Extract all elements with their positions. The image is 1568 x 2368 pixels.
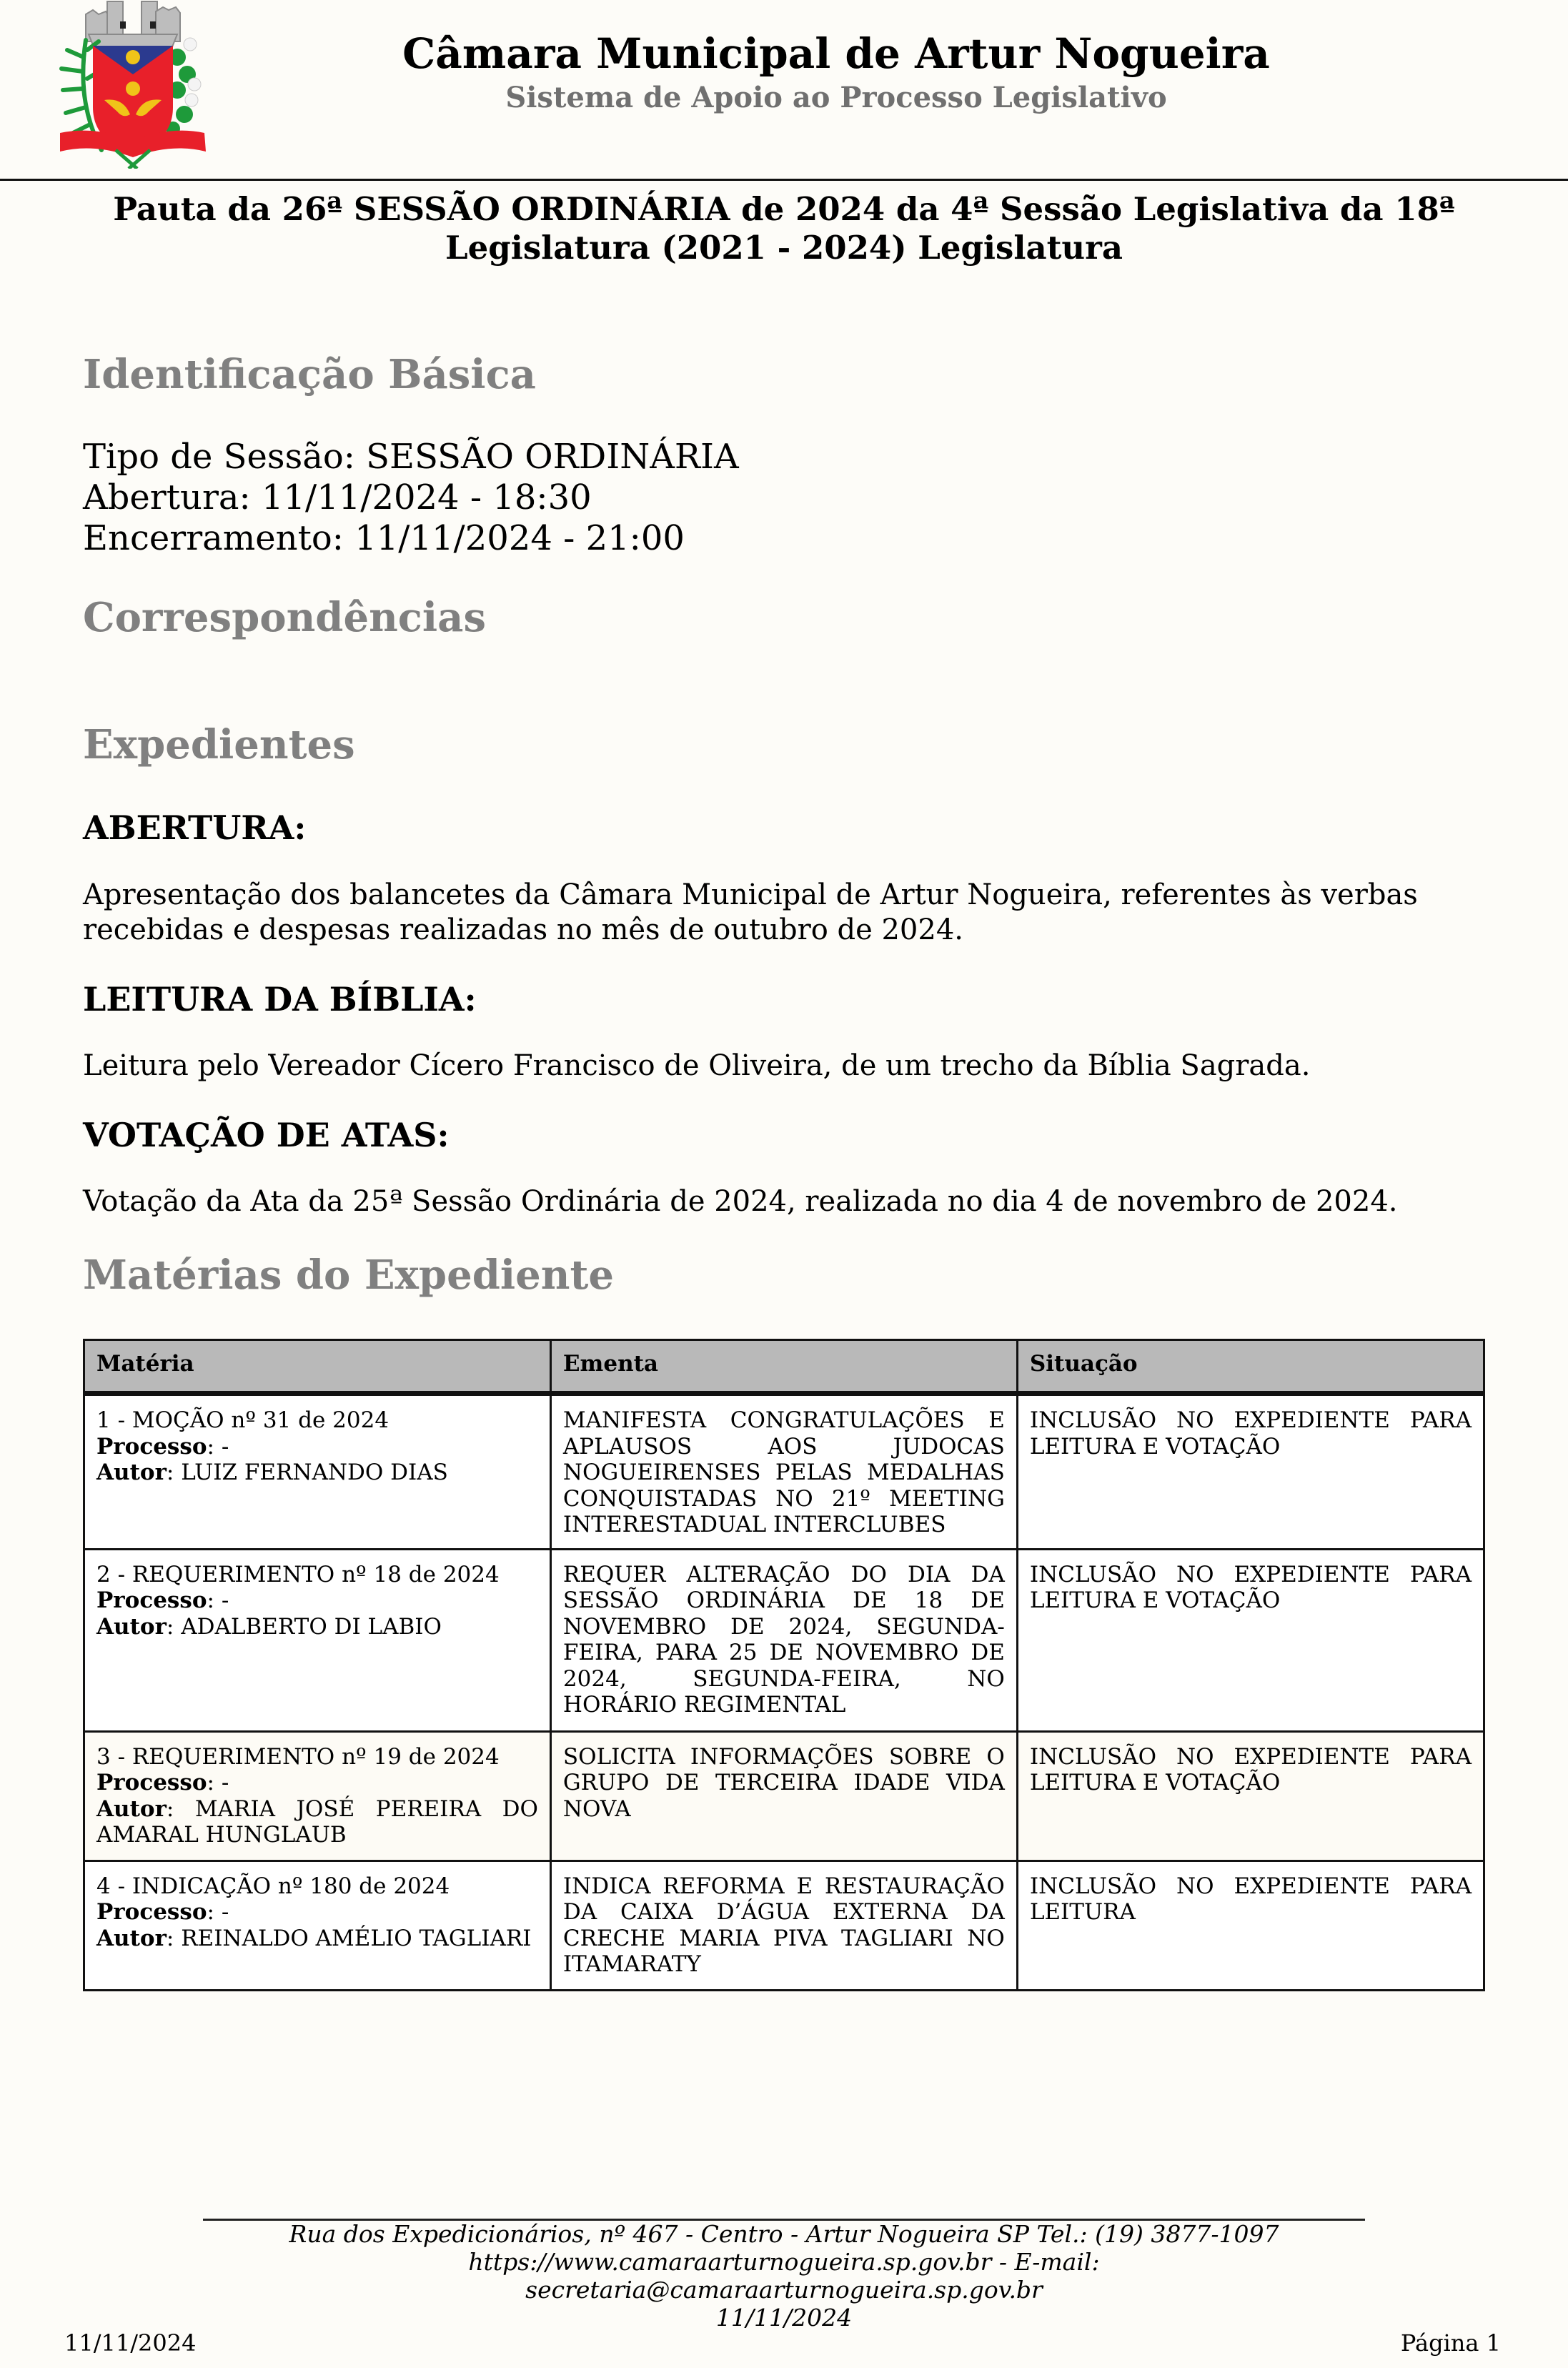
materia-link[interactable]: 4 - INDICAÇÃO nº 180 de 2024	[96, 1873, 450, 1899]
autor-value: : REINALDO AMÉLIO TAGLIARI	[166, 1925, 532, 1951]
ementa-cell: REQUER ALTERAÇÃO DO DIA DA SESSÃO ORDINÁRIA DE 18 DE NOVEMBRO DE 2024, SEGUNDA-FEIRA, PARA 25 DE NOVEMBRO DE 2024, SEGUNDA-FEIRA, NO HORÁRIO REGIMENTAL	[550, 1549, 1017, 1731]
column-header-ementa: Ementa	[550, 1340, 1017, 1394]
autor-label: Autor	[96, 1613, 167, 1640]
processo-label: Processo	[96, 1770, 207, 1795]
materia-cell	[84, 1731, 551, 1861]
processo-label: Processo	[96, 1433, 207, 1460]
autor-value: : ADALBERTO DI LABIO	[166, 1613, 442, 1640]
autor-value: : LUIZ FERNANDO DIAS	[166, 1460, 448, 1485]
session-opening: Abertura: 11/11/2024 - 18:30	[83, 477, 592, 517]
situacao-cell: INCLUSÃO NO EXPEDIENTE PARA LEITURA E VOTAÇÃO	[1017, 1549, 1484, 1731]
table-header-row	[84, 1340, 1484, 1394]
section-heading-identificacao: Identificação Básica	[83, 351, 536, 398]
column-header-situacao: Situação	[1017, 1340, 1484, 1394]
footer-address	[214, 2220, 1354, 2332]
page-number: Página 1	[1400, 2329, 1501, 2357]
situacao-cell: INCLUSÃO NO EXPEDIENTE PARA LEITURA	[1017, 1861, 1484, 1990]
expediente-text: Votação da Ata da 25ª Sessão Ordinária de 2024, realizada no dia 4 de novembro de 2024.	[83, 1185, 1398, 1218]
footer-address-date: 11/11/2024	[715, 2304, 853, 2332]
document-title: Pauta da 26ª SESSÃO ORDINÁRIA de 2024 da 4ª Sessão Legislativa da 18ª Legislatura (2021 - 2024) Legislatura	[113, 190, 1455, 267]
expediente-title: ABERTURA:	[83, 808, 307, 847]
autor-value: : MARIA JOSÉ PEREIRA DO AMARAL HUNGLAUB	[96, 1795, 538, 1848]
expediente-text: Leitura pelo Vereador Cícero Francisco de Oliveira, de um trecho da Bíblia Sagrada.	[83, 1049, 1311, 1082]
expediente-title: LEITURA DA BÍBLIA:	[83, 980, 477, 1019]
processo-label: Processo	[96, 1587, 207, 1613]
materia-link[interactable]: 1 - MOÇÃO nº 31 de 2024	[96, 1407, 389, 1433]
ementa-cell: SOLICITA INFORMAÇÕES SOBRE O GRUPO DE TERCEIRA IDADE VIDA NOVA	[550, 1731, 1017, 1861]
section-heading-expedientes: Expedientes	[83, 721, 355, 768]
header-divider	[0, 179, 1568, 181]
print-date: 11/11/2024	[64, 2329, 197, 2357]
autor-label: Autor	[96, 1925, 167, 1951]
processo-value: : -	[207, 1770, 229, 1795]
session-type: Tipo de Sessão: SESSÃO ORDINÁRIA	[83, 437, 739, 477]
processo-value: : -	[207, 1433, 229, 1460]
processo-label: Processo	[96, 1899, 207, 1925]
table-row	[84, 1731, 1484, 1861]
expediente-title: VOTAÇÃO DE ATAS:	[83, 1116, 450, 1154]
ementa-cell: INDICA REFORMA E RESTAURAÇÃO DA CAIXA D’ÁGUA EXTERNA DA CRECHE MARIA PIVA TAGLIARI NO ITAMARATY	[550, 1861, 1017, 1990]
situacao-cell: INCLUSÃO NO EXPEDIENTE PARA LEITURA E VOTAÇÃO	[1017, 1731, 1484, 1861]
materia-cell	[84, 1861, 551, 1990]
processo-value: : -	[207, 1587, 229, 1613]
materia-link[interactable]: 3 - REQUERIMENTO nº 19 de 2024	[96, 1743, 500, 1770]
table-row	[84, 1394, 1484, 1550]
processo-value: : -	[207, 1899, 229, 1925]
footer-address-text: Rua dos Expedicionários, nº 467 - Centro - Artur Nogueira SP Tel.: (19) 3877-1097 https://www.camaraarturnogueira.sp.gov.br - E-mail: secretaria@camaraarturnogueira.sp.gov.br	[289, 2220, 1279, 2304]
materia-link[interactable]: 2 - REQUERIMENTO nº 18 de 2024	[96, 1561, 500, 1587]
autor-label: Autor	[96, 1460, 167, 1485]
column-header-materia: Matéria	[84, 1340, 551, 1394]
session-closing: Encerramento: 11/11/2024 - 21:00	[83, 518, 685, 558]
table-row	[84, 1861, 1484, 1990]
materia-cell	[84, 1549, 551, 1731]
table-row	[84, 1549, 1484, 1731]
expediente-text: Apresentação dos balancetes da Câmara Municipal de Artur Nogueira, referentes às verbas recebidas e despesas realizadas no mês de outubro de 2024.	[83, 878, 1418, 946]
ementa-cell: MANIFESTA CONGRATULAÇÕES E APLAUSOS AOS JUDOCAS NOGUEIRENSES PELAS MEDALHAS CONQUISTADAS NO 21º MEETING INTERESTADUAL INTERCLUBES	[550, 1394, 1017, 1550]
section-heading-correspondencias: Correspondências	[83, 594, 486, 641]
autor-label: Autor	[96, 1795, 167, 1822]
materia-cell	[84, 1394, 551, 1550]
institution-title: Câmara Municipal de Artur Nogueira	[402, 29, 1270, 78]
situacao-cell: INCLUSÃO NO EXPEDIENTE PARA LEITURA E VOTAÇÃO	[1017, 1394, 1484, 1550]
system-subtitle: Sistema de Apoio ao Processo Legislativo	[505, 81, 1167, 114]
section-heading-materias: Matérias do Expediente	[83, 1252, 614, 1299]
materias-table	[83, 1339, 1485, 1991]
